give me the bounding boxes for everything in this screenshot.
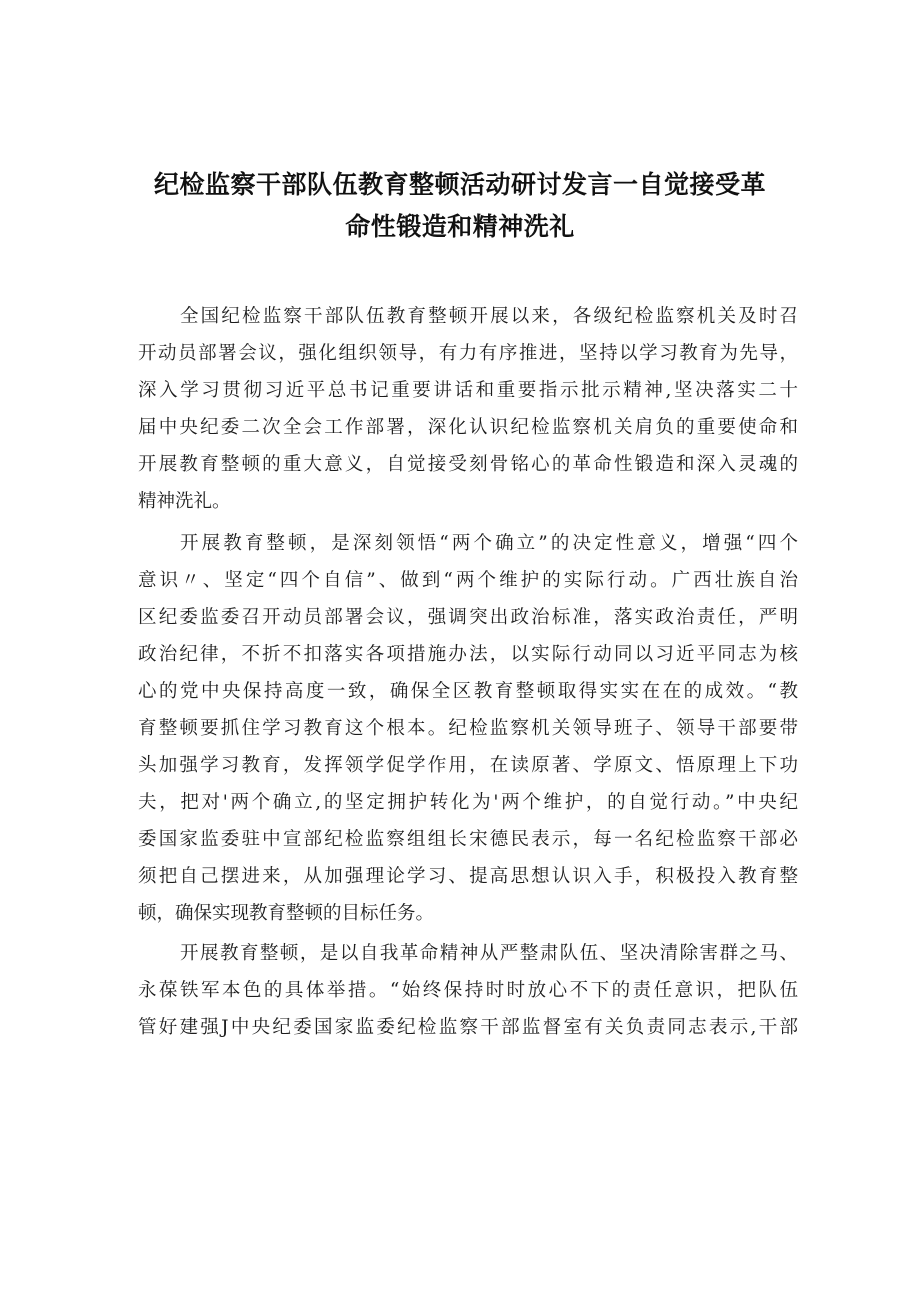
- body-line: 顿，确保实现教育整顿的目标任务。: [138, 903, 435, 924]
- body-line: 育整顿要抓住学习教育这个根本。纪检监察机关领导班子、领导干部要带: [138, 718, 798, 739]
- body-line: 开展教育整顿的重大意义，自觉接受刻骨铭心的革命性锻造和深入灵魂的: [138, 454, 798, 475]
- body-line: 管好建强J中央纪委国家监委纪检监察干部监督室有关负责同志表示,干部: [138, 1017, 798, 1038]
- body-line: 意识〃、坚定“四个自信”、做到“两个维护的实际行动。广西壮族自治: [138, 570, 798, 591]
- document-title-line-2: 命性锻造和精神洗礼: [345, 212, 575, 241]
- body-line: 永葆铁军本色的具体举措。“始终保持时时放心不下的责任意识，把队伍: [138, 980, 798, 1001]
- body-line: 届中央纪委二次全会工作部署，深化认识纪检监察机关肩负的重要使命和: [138, 417, 798, 438]
- body-line: 委国家监委驻中宣部纪检监察组组长宋德民表示，每一名纪检监察干部必: [138, 829, 798, 850]
- body-line: 开动员部署会议，强化组织领导，有力有序推进，坚持以学习教育为先导，: [138, 343, 798, 364]
- body-line: 夫，把对'两个确立,的坚定拥护转化为'两个维护，的自觉行动。”中央纪: [138, 792, 798, 813]
- body-line: 心的党中央保持高度一致，确保全区教育整顿取得实实在在的成效。“教: [138, 681, 798, 702]
- body-line: 全国纪检监察干部队伍教育整顿开展以来，各级纪检监察机关及时召: [180, 306, 798, 327]
- body-line: 区纪委监委召开动员部署会议，强调突出政治标准，落实政治责任，严明: [138, 607, 798, 628]
- body-line: 精神洗礼。: [138, 491, 231, 512]
- body-line: 政治纪律，不折不扣落实各项措施办法，以实际行动同以习近平同志为核: [138, 644, 798, 665]
- document-title-line-1: 纪检监察干部队伍教育整顿活动研讨发言一自觉接受革: [153, 170, 766, 199]
- body-line: 深入学习贯彻习近平总书记重要讲话和重要指示批示精神,坚决落实二十: [138, 380, 798, 401]
- body-line: 开展教育整顿，是深刻领悟“两个确立”的决定性意义，增强“四个: [180, 533, 798, 554]
- body-line: 须把自己摆进来，从加强理论学习、提高思想认识入手，积极投入教育整: [138, 866, 798, 887]
- body-line: 开展教育整顿，是以自我革命精神从严整肃队伍、坚决清除害群之马、: [180, 943, 798, 964]
- body-line: 头加强学习教育，发挥领学促学作用，在读原著、学原文、悟原理上下功: [138, 755, 798, 776]
